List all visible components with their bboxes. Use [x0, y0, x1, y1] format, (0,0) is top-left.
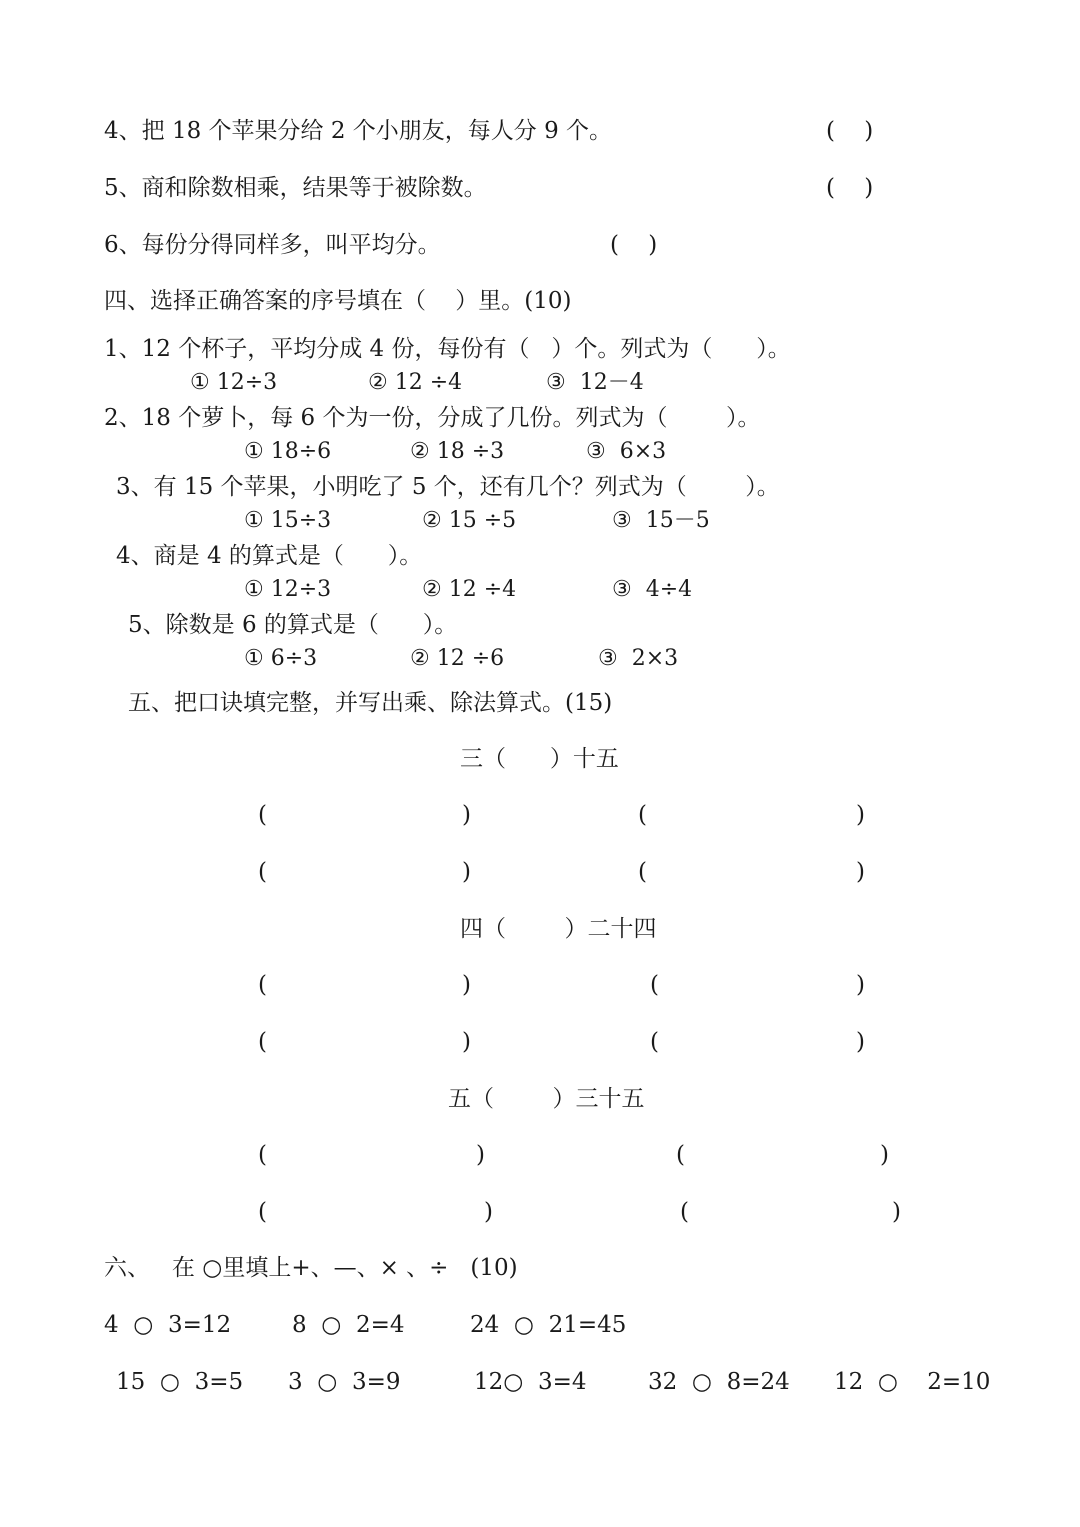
operator-blank-equation[interactable]: 8 ○ 2=4 [292, 1312, 405, 1338]
rhyme-1-blank-close: ) [856, 802, 865, 828]
rhyme-3-label: 五（ ）三十五 [448, 1086, 645, 1112]
rhyme-1-blank-close: ) [462, 859, 471, 885]
tf-answer-paren-5[interactable]: ( ) [826, 175, 874, 201]
operator-blank-equation[interactable]: 12○ 3=4 [474, 1369, 587, 1395]
rhyme-1-blank-open[interactable]: ( [258, 802, 267, 828]
choice-option-1a[interactable]: ① 12÷3 [190, 370, 278, 395]
rhyme-2-blank-open[interactable]: ( [650, 1029, 659, 1055]
operator-blank-equation[interactable]: 32 ○ 8=24 [648, 1369, 790, 1395]
choice-question-5: 5、除数是 6 的算式是（ ）。 [128, 612, 458, 638]
choice-option-4b[interactable]: ② 12 ÷4 [422, 577, 517, 602]
rhyme-3-blank-open[interactable]: ( [680, 1199, 689, 1225]
tf-item-4: 4、把 18 个苹果分给 2 个小朋友，每人分 9 个。 [104, 118, 613, 144]
rhyme-3-blank-close: ) [476, 1142, 485, 1168]
rhyme-2-blank-close: ) [856, 972, 865, 998]
choice-question-3: 3、有 15 个苹果，小明吃了 5 个，还有几个？列式为（ ）。 [116, 474, 780, 500]
rhyme-1-blank-open[interactable]: ( [638, 859, 647, 885]
choice-question-1: 1、12 个杯子，平均分成 4 份，每份有（ ）个。列式为（ ）。 [104, 336, 791, 362]
rhyme-3-blank-open[interactable]: ( [258, 1199, 267, 1225]
rhyme-3-blank-close: ) [892, 1199, 901, 1225]
choice-option-5a[interactable]: ① 6÷3 [244, 646, 318, 671]
operator-blank-equation[interactable]: 3 ○ 3=9 [288, 1369, 401, 1395]
operator-blank-equation[interactable]: 15 ○ 3=5 [116, 1369, 244, 1395]
section6-heading: 六、 在 ○里填上+、—、× 、÷ (10) [104, 1255, 518, 1281]
choice-option-1b[interactable]: ② 12 ÷4 [368, 370, 463, 395]
choice-option-3b[interactable]: ② 15 ÷5 [422, 508, 517, 533]
operator-blank-equation[interactable]: 12 ○ 2=10 [834, 1369, 991, 1395]
section5-heading: 五、把口诀填完整，并写出乘、除法算式。(15) [128, 690, 613, 716]
choice-option-1c[interactable]: ③ 12－4 [546, 370, 644, 395]
choice-option-2c[interactable]: ③ 6×3 [586, 439, 667, 464]
rhyme-3-blank-open[interactable]: ( [676, 1142, 685, 1168]
operator-blank-equation[interactable]: 4 ○ 3=12 [104, 1312, 232, 1338]
rhyme-1-blank-close: ) [856, 859, 865, 885]
operator-blank-equation[interactable]: 24 ○ 21=45 [470, 1312, 627, 1338]
choice-option-5b[interactable]: ② 12 ÷6 [410, 646, 505, 671]
choice-option-2b[interactable]: ② 18 ÷3 [410, 439, 505, 464]
rhyme-3-blank-close: ) [880, 1142, 889, 1168]
choice-option-5c[interactable]: ③ 2×3 [598, 646, 679, 671]
choice-option-4c[interactable]: ③ 4÷4 [612, 577, 693, 602]
tf-answer-paren-4[interactable]: ( ) [826, 118, 874, 144]
section4-heading: 四、选择正确答案的序号填在（ ）里。(10) [104, 288, 572, 314]
rhyme-2-blank-open[interactable]: ( [258, 1029, 267, 1055]
rhyme-1-blank-close: ) [462, 802, 471, 828]
choice-question-4: 4、商是 4 的算式是（ ）。 [116, 543, 423, 569]
rhyme-3-blank-open[interactable]: ( [258, 1142, 267, 1168]
tf-item-6: 6、每份分得同样多，叫平均分。 [104, 232, 441, 258]
tf-answer-paren-6[interactable]: ( ) [610, 232, 658, 258]
choice-option-4a[interactable]: ① 12÷3 [244, 577, 332, 602]
rhyme-1-label: 三（ ）十五 [460, 746, 619, 772]
rhyme-1-blank-open[interactable]: ( [258, 859, 267, 885]
tf-item-5: 5、商和除数相乘，结果等于被除数。 [104, 175, 487, 201]
rhyme-1-blank-open[interactable]: ( [638, 802, 647, 828]
rhyme-2-blank-close: ) [462, 972, 471, 998]
rhyme-3-blank-close: ) [484, 1199, 493, 1225]
choice-option-3a[interactable]: ① 15÷3 [244, 508, 332, 533]
rhyme-2-blank-close: ) [856, 1029, 865, 1055]
choice-option-2a[interactable]: ① 18÷6 [244, 439, 332, 464]
rhyme-2-blank-open[interactable]: ( [258, 972, 267, 998]
choice-option-3c[interactable]: ③ 15－5 [612, 508, 710, 533]
rhyme-2-blank-close: ) [462, 1029, 471, 1055]
rhyme-2-blank-open[interactable]: ( [650, 972, 659, 998]
choice-question-2: 2、18 个萝卜，每 6 个为一份，分成了几份。列式为（ ）。 [104, 405, 761, 431]
rhyme-2-label: 四（ ）二十四 [460, 916, 657, 942]
